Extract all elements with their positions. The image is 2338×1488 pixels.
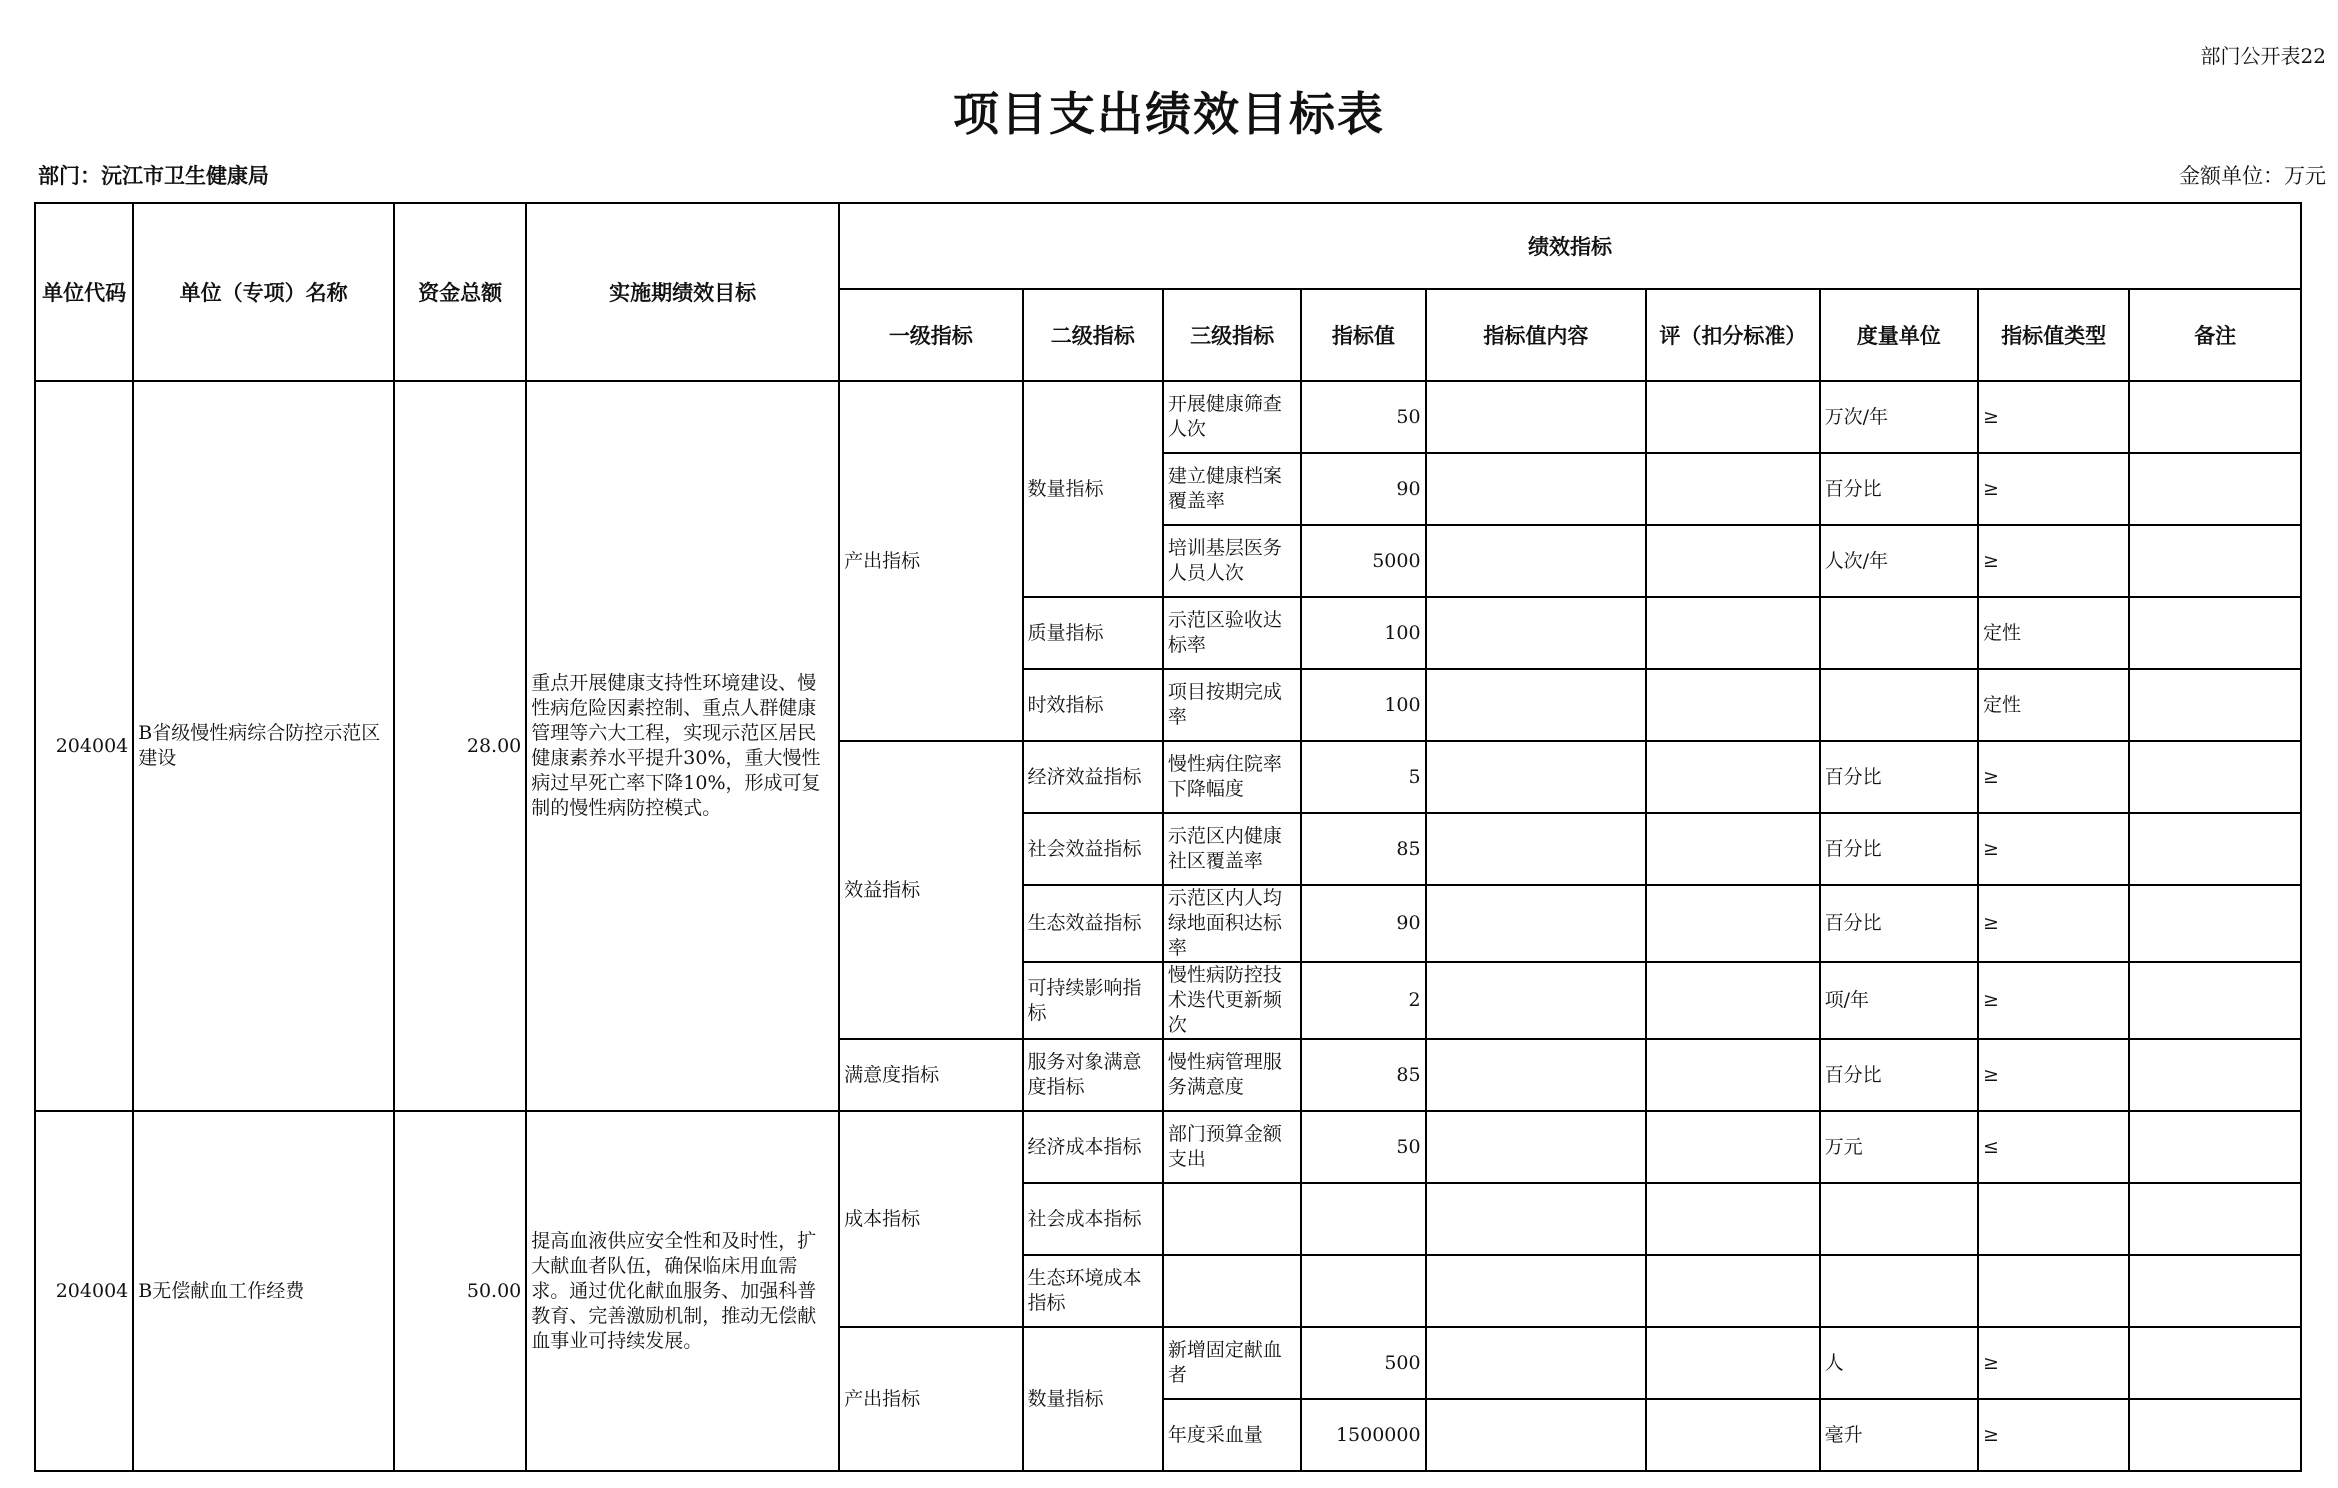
level2-cell: 数量指标 — [1023, 381, 1163, 597]
remark-cell — [2129, 1111, 2301, 1183]
header-goal: 实施期绩效目标 — [526, 203, 839, 381]
value-type-cell: ≥ — [1978, 381, 2129, 453]
value-type-cell: ≥ — [1978, 962, 2129, 1039]
measure-unit-cell: 万元 — [1820, 1111, 1978, 1183]
header-value-content: 指标值内容 — [1426, 289, 1647, 381]
value-cell: 90 — [1301, 885, 1425, 962]
value-content-cell — [1426, 453, 1647, 525]
level2-cell: 社会效益指标 — [1023, 813, 1163, 885]
header-measure-unit: 度量单位 — [1820, 289, 1978, 381]
level3-cell: 建立健康档案覆盖率 — [1163, 453, 1301, 525]
value-content-cell — [1426, 1183, 1647, 1255]
header-performance: 绩效指标 — [839, 203, 2301, 289]
scoring-cell — [1646, 597, 1819, 669]
value-cell: 5 — [1301, 741, 1425, 813]
remark-cell — [2129, 741, 2301, 813]
value-content-cell — [1426, 813, 1647, 885]
value-type-cell: ≥ — [1978, 525, 2129, 597]
value-cell: 1500000 — [1301, 1399, 1425, 1471]
level2-cell: 经济成本指标 — [1023, 1111, 1163, 1183]
value-cell: 90 — [1301, 453, 1425, 525]
value-type-cell: ≥ — [1978, 453, 2129, 525]
level3-cell: 部门预算金额支出 — [1163, 1111, 1301, 1183]
unit-code-cell: 204004 — [35, 381, 133, 1111]
value-type-cell: ≥ — [1978, 1327, 2129, 1399]
level3-cell: 示范区验收达标率 — [1163, 597, 1301, 669]
value-type-cell: 定性 — [1978, 597, 2129, 669]
table-body — [35, 381, 2301, 1471]
value-cell — [1301, 1183, 1425, 1255]
remark-cell — [2129, 885, 2301, 962]
level3-cell: 培训基层医务人员人次 — [1163, 525, 1301, 597]
value-cell: 500 — [1301, 1327, 1425, 1399]
value-content-cell — [1426, 1111, 1647, 1183]
value-content-cell — [1426, 741, 1647, 813]
level3-cell — [1163, 1183, 1301, 1255]
measure-unit-cell: 万次/年 — [1820, 381, 1978, 453]
header-remark: 备注 — [2129, 289, 2301, 381]
level2-cell: 可持续影响指标 — [1023, 962, 1163, 1039]
measure-unit-cell: 百分比 — [1820, 885, 1978, 962]
level3-cell: 项目按期完成率 — [1163, 669, 1301, 741]
level3-cell: 示范区内人均绿地面积达标率 — [1163, 885, 1301, 962]
measure-unit-cell: 人次/年 — [1820, 525, 1978, 597]
level3-cell: 慢性病住院率下降幅度 — [1163, 741, 1301, 813]
value-content-cell — [1426, 525, 1647, 597]
value-content-cell — [1426, 885, 1647, 962]
total-funds-cell: 50.00 — [394, 1111, 526, 1471]
level1-cell: 满意度指标 — [839, 1039, 1022, 1111]
goal-cell: 提高血液供应安全性和及时性，扩大献血者队伍，确保临床用血需求。通过优化献血服务、加强科普教育、完善激励机制，推动无偿献血事业可持续发展。 — [526, 1111, 839, 1471]
measure-unit-cell: 人 — [1820, 1327, 1978, 1399]
department-label: 部门：沅江市卫生健康局 — [38, 163, 269, 188]
level3-cell — [1163, 1255, 1301, 1327]
level1-cell: 效益指标 — [839, 741, 1022, 1039]
measure-unit-cell — [1820, 597, 1978, 669]
remark-cell — [2129, 597, 2301, 669]
remark-cell — [2129, 669, 2301, 741]
value-cell — [1301, 1255, 1425, 1327]
scoring-cell — [1646, 1255, 1819, 1327]
value-type-cell: ≥ — [1978, 885, 2129, 962]
value-cell: 85 — [1301, 1039, 1425, 1111]
value-content-cell — [1426, 597, 1647, 669]
measure-unit-cell — [1820, 1183, 1978, 1255]
level1-cell: 产出指标 — [839, 381, 1022, 741]
value-type-cell — [1978, 1183, 2129, 1255]
remark-cell — [2129, 962, 2301, 1039]
level2-cell: 社会成本指标 — [1023, 1183, 1163, 1255]
measure-unit-cell: 毫升 — [1820, 1399, 1978, 1471]
level2-cell: 经济效益指标 — [1023, 741, 1163, 813]
value-content-cell — [1426, 381, 1647, 453]
value-type-cell: ≥ — [1978, 741, 2129, 813]
scoring-cell — [1646, 1039, 1819, 1111]
remark-cell — [2129, 453, 2301, 525]
level3-cell: 慢性病管理服务满意度 — [1163, 1039, 1301, 1111]
measure-unit-cell: 项/年 — [1820, 962, 1978, 1039]
header-level3: 三级指标 — [1163, 289, 1301, 381]
value-type-cell — [1978, 1255, 2129, 1327]
value-cell: 5000 — [1301, 525, 1425, 597]
amount-unit-label: 金额单位：万元 — [2179, 164, 2326, 188]
remark-cell — [2129, 813, 2301, 885]
level3-cell: 示范区内健康社区覆盖率 — [1163, 813, 1301, 885]
unit-code-cell: 204004 — [35, 1111, 133, 1471]
value-content-cell — [1426, 669, 1647, 741]
remark-cell — [2129, 1039, 2301, 1111]
table-number-label: 部门公开表22 — [2200, 44, 2326, 68]
level2-cell: 时效指标 — [1023, 669, 1163, 741]
value-type-cell: ≥ — [1978, 1399, 2129, 1471]
measure-unit-cell: 百分比 — [1820, 453, 1978, 525]
level3-cell: 开展健康筛查人次 — [1163, 381, 1301, 453]
scoring-cell — [1646, 1327, 1819, 1399]
value-type-cell: ≥ — [1978, 813, 2129, 885]
value-cell: 85 — [1301, 813, 1425, 885]
scoring-cell — [1646, 741, 1819, 813]
scoring-cell — [1646, 962, 1819, 1039]
level2-cell: 数量指标 — [1023, 1327, 1163, 1471]
scoring-cell — [1646, 669, 1819, 741]
header-level2: 二级指标 — [1023, 289, 1163, 381]
scoring-cell — [1646, 1399, 1819, 1471]
header-total-funds: 资金总额 — [394, 203, 526, 381]
scoring-cell — [1646, 1183, 1819, 1255]
level1-cell: 成本指标 — [839, 1111, 1022, 1327]
scoring-cell — [1646, 525, 1819, 597]
scoring-cell — [1646, 813, 1819, 885]
value-cell: 100 — [1301, 597, 1425, 669]
remark-cell — [2129, 1399, 2301, 1471]
measure-unit-cell: 百分比 — [1820, 1039, 1978, 1111]
measure-unit-cell: 百分比 — [1820, 741, 1978, 813]
level2-cell: 生态环境成本指标 — [1023, 1255, 1163, 1327]
scoring-cell — [1646, 1111, 1819, 1183]
table-row — [35, 381, 2301, 453]
value-type-cell: 定性 — [1978, 669, 2129, 741]
measure-unit-cell — [1820, 1255, 1978, 1327]
table-row — [35, 1111, 2301, 1183]
scoring-cell — [1646, 885, 1819, 962]
goal-cell: 重点开展健康支持性环境建设、慢性病危险因素控制、重点人群健康管理等六大工程，实现示范区居民健康素养水平提升30%，重大慢性病过早死亡率下降10%，形成可复制的慢性病防控模式。 — [526, 381, 839, 1111]
value-content-cell — [1426, 1327, 1647, 1399]
scoring-cell — [1646, 453, 1819, 525]
level2-cell: 服务对象满意度指标 — [1023, 1039, 1163, 1111]
level3-cell: 慢性病防控技术迭代更新频次 — [1163, 962, 1301, 1039]
value-cell: 100 — [1301, 669, 1425, 741]
level3-cell: 年度采血量 — [1163, 1399, 1301, 1471]
level2-cell: 生态效益指标 — [1023, 885, 1163, 962]
value-content-cell — [1426, 1039, 1647, 1111]
page-title: 项目支出绩效目标表 — [953, 87, 1385, 141]
value-content-cell — [1426, 962, 1647, 1039]
remark-cell — [2129, 1327, 2301, 1399]
remark-cell — [2129, 381, 2301, 453]
value-cell: 50 — [1301, 381, 1425, 453]
header-value: 指标值 — [1301, 289, 1425, 381]
level2-cell: 质量指标 — [1023, 597, 1163, 669]
header-level1: 一级指标 — [839, 289, 1022, 381]
remark-cell — [2129, 525, 2301, 597]
value-type-cell: ≤ — [1978, 1111, 2129, 1183]
header-unit-code: 单位代码 — [35, 203, 133, 381]
value-content-cell — [1426, 1255, 1647, 1327]
performance-table — [34, 202, 2302, 1472]
header-scoring: 评（扣分标准） — [1646, 289, 1819, 381]
value-type-cell: ≥ — [1978, 1039, 2129, 1111]
value-cell: 50 — [1301, 1111, 1425, 1183]
measure-unit-cell: 百分比 — [1820, 813, 1978, 885]
value-cell: 2 — [1301, 962, 1425, 1039]
total-funds-cell: 28.00 — [394, 381, 526, 1111]
scoring-cell — [1646, 381, 1819, 453]
level1-cell: 产出指标 — [839, 1327, 1022, 1471]
value-content-cell — [1426, 1399, 1647, 1471]
unit-name-cell: B无偿献血工作经费 — [133, 1111, 394, 1471]
remark-cell — [2129, 1183, 2301, 1255]
header-unit-name: 单位（专项）名称 — [133, 203, 394, 381]
header-value-type: 指标值类型 — [1978, 289, 2129, 381]
remark-cell — [2129, 1255, 2301, 1327]
level3-cell: 新增固定献血者 — [1163, 1327, 1301, 1399]
unit-name-cell: B省级慢性病综合防控示范区建设 — [133, 381, 394, 1111]
measure-unit-cell — [1820, 669, 1978, 741]
